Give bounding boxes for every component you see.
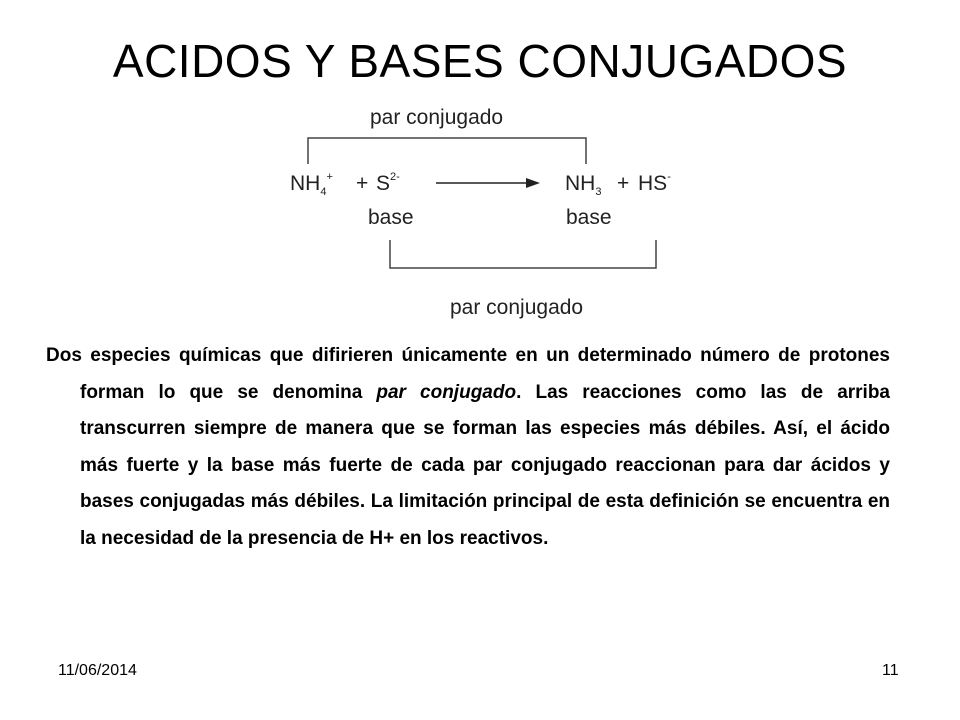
reactant-1-sup: +	[326, 171, 333, 183]
product-base-label: base	[566, 206, 612, 229]
top-bracket	[308, 138, 586, 164]
reactant-1-base: NH	[290, 172, 321, 195]
product-1-base: NH	[565, 172, 596, 195]
reactant-ammonium	[290, 172, 333, 198]
paragraph-text-before: Dos especies químicas que difirieren únicamente en un determinado número de protones forman lo que se denomina	[46, 345, 890, 403]
reaction-arrow-head	[526, 178, 540, 188]
slide-title: ACIDOS Y BASES CONJUGADOS	[112, 35, 848, 87]
reactant-base-label: base	[368, 206, 414, 229]
explanation-paragraph	[46, 338, 890, 557]
product-2-sup: -	[667, 171, 671, 183]
reactant-sulfide	[376, 172, 400, 196]
reactant-1-sub: 4	[320, 186, 327, 199]
product-bisulfide	[638, 172, 671, 196]
plus-sign-1: +	[356, 172, 369, 195]
bottom-bracket	[390, 240, 656, 268]
paragraph-emphasis: par conjugado	[376, 381, 517, 403]
slide-page-number: 11	[882, 662, 899, 679]
slide-date: 11/06/2014	[58, 662, 137, 679]
top-pair-label: par conjugado	[370, 106, 504, 129]
product-1-sub: 3	[595, 186, 602, 199]
reactant-2-base: S	[376, 172, 391, 195]
conjugate-pair-diagram	[270, 100, 700, 330]
bottom-pair-label: par conjugado	[450, 296, 584, 319]
reactant-2-sup: 2-	[390, 171, 400, 183]
product-2-base: HS	[638, 172, 668, 195]
product-ammonia	[565, 172, 601, 198]
paragraph-text-after: . Las reacciones como las de arriba transcurren siempre de manera que se forman las especies más débiles. Así, el ácido más fuerte y la base más fuerte de cada par conjugado reaccionan para dar ácidos y bases conjugadas más débiles. La limitación principal de esta definición se encuentra en la necesidad de la presencia de H+ en los reactivos.	[80, 381, 890, 549]
plus-sign-2: +	[617, 172, 630, 195]
